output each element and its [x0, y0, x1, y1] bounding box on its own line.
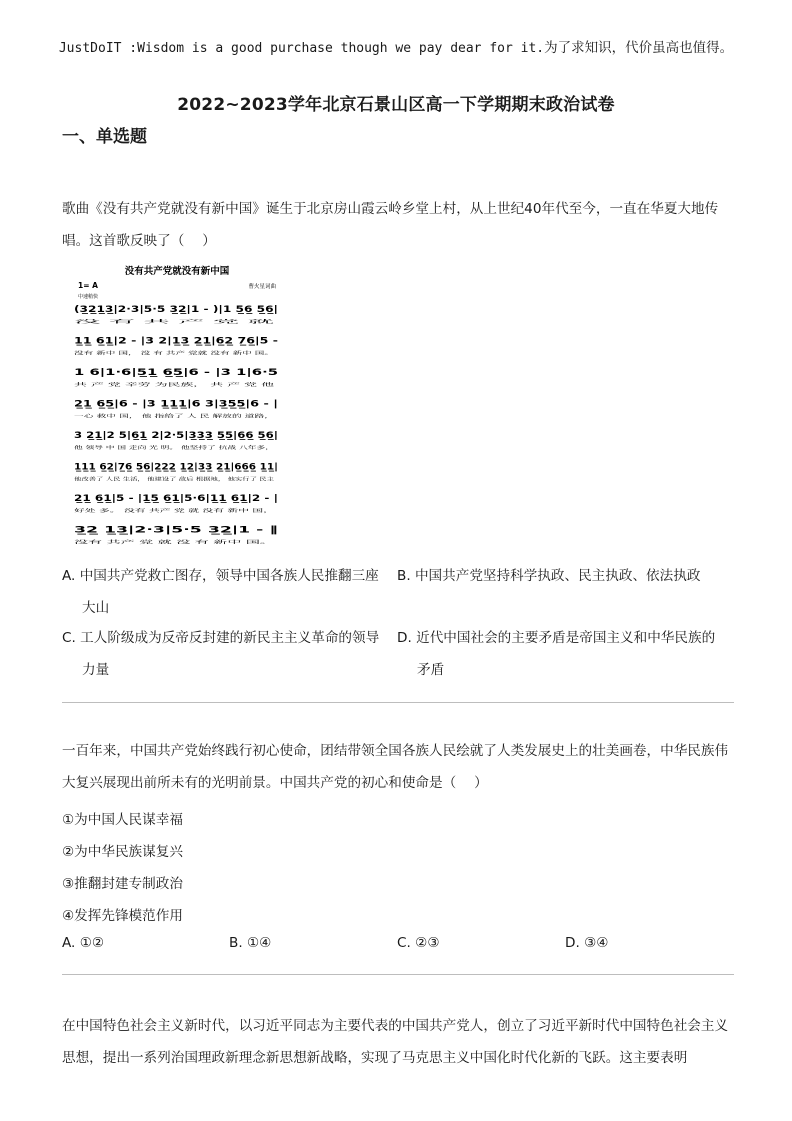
divider: [62, 974, 734, 975]
q1-option-a[interactable]: [62, 560, 387, 624]
q2-option-c[interactable]: C. ②③: [397, 935, 440, 951]
q1-option-c-text: C. 工人阶级成为反帝反封建的新民主主义革命的领导: [62, 630, 380, 646]
score-notes-line: (3̲2̲1̲3̲|2·3|5·5 3̲2̲|1 - )|1 5̲6̲ 5̲6̲|: [74, 305, 278, 315]
q2-option-d[interactable]: D. ③④: [565, 935, 609, 951]
q2-statement-2: ②为中华民族谋复兴: [62, 844, 183, 860]
q2-statement-3: ③推翻封建专制政治: [62, 876, 183, 892]
q1-option-c-text-cont: 力量: [82, 662, 110, 678]
music-score-image: [70, 262, 284, 552]
q1-option-d-text: D. 近代中国社会的主要矛盾是帝国主义和中华民族的: [397, 630, 716, 646]
q1-option-b-text: B. 中国共产党坚持科学执政、民主执政、依法执政: [397, 568, 701, 584]
score-title: 没有共产党就没有新中国: [124, 266, 230, 277]
q2-option-a[interactable]: A. ①②: [62, 935, 105, 951]
score-notes-line: 2̲1̲ 6̲1̲|5 - |1̲5̲ 6̲1̲|5·6|1̲1̲ 6̲1̲|2 - |: [74, 494, 278, 504]
question-3-stem: 在中国特色社会主义新时代，以习近平同志为主要代表的中国共产党人，创立了习近平新时代中国特色社会主义思想，提出一系列治国理政新理念新思想新战略，实现了马克思主义中国化时代化新的飞跃。这主要表明: [62, 1018, 729, 1066]
score-notes-line: 1̲1̲1̲ 6̲2̲|7̲6̲ 5̲6̲|2̲2̲2̲ 1̲2̲|3̲3̲ 2̲1̲|6̲6̲6̲ 1̲1̲|: [74, 462, 278, 473]
score-author: 曹火星词曲: [248, 284, 276, 290]
q2-statement-1: ①为中国人民谋幸福: [62, 812, 183, 828]
motto-english: JustDoIT :Wisdom is a good purchase though we pay dear for it.: [58, 41, 545, 56]
motto-chinese: 为了求知识，代价虽高也值得。: [544, 40, 734, 56]
q1-option-d-text-cont: 矛盾: [417, 662, 445, 678]
q1-option-a-text-cont: 大山: [82, 600, 110, 616]
score-lyric-line: 他改善了 人民 生活， 他建设了 敌后 根据地， 他实行了 民主: [74, 477, 200, 483]
q1-option-c[interactable]: [62, 622, 387, 686]
score-notes-line: 2̲1̲ 6̲5̲|6 - |3 1̲1̲1̲|6 3|3̲5̲5̲|6 - |: [74, 399, 278, 410]
score-key: 1= A: [78, 281, 98, 290]
score-lyric-line: 共 产 党 辛劳 为民族， 共 产 党 他: [74, 383, 146, 388]
q2-statement-4: ④发挥先锋模范作用: [62, 908, 183, 924]
question-1-stem: 歌曲《没有共产党就没有新中国》诞生于北京房山霞云岭乡堂上村，从上世纪40年代至今，一直在华夏大地传唱。这首歌反映了（ ）: [62, 201, 719, 249]
section-heading: 一、单选题: [62, 127, 147, 147]
score-lyric-line: 没 有 共 产 党 就: [74, 320, 109, 325]
header-motto: [0, 36, 792, 56]
score-notes-line: 3̲2̲ 1̲3̲|2·3|5·5 3̲2̲|1 - ‖: [74, 525, 278, 536]
score-lyric-line: 没有 新中 国， 没 有 共产 党就 没有 新中 国。: [74, 351, 170, 357]
q1-option-b[interactable]: [397, 560, 737, 592]
score-lyric-line: 一心 救中 国， 他 指给了 人 民 解放的 道路，: [74, 414, 169, 420]
divider: [62, 702, 734, 703]
q1-option-a-text: A. 中国共产党救亡图存，领导中国各族人民推翻三座: [62, 568, 379, 584]
score-notes-line: 3 2̲1̲|2 5|6̲1̲ 2|2·5|3̲3̲3̲ 5̲5̲|6̲6̲ 5̲6̲|: [74, 431, 278, 441]
q2-option-b[interactable]: B. ①④: [229, 935, 272, 951]
score-notes-line: 1̲1̲ 6̲1̲|2 - |3 2|1̲3̲ 2̲1̲|6̲2̲ 7̲6̲|5 -: [74, 336, 279, 347]
score-lyric-line: 没有 共产 党 就 没 有 新中 国。: [74, 540, 140, 546]
question-2-stem: 一百年来，中国共产党始终践行初心使命，团结带领全国各族人民绘就了人类发展史上的壮美画卷，中华民族伟大复兴展现出前所未有的光明前景。中国共产党的初心和使命是（ ）: [62, 743, 729, 791]
exam-title: 2022~2023学年北京石景山区高一下学期期末政治试卷: [177, 95, 615, 115]
score-lyric-line: 好处 多。 没有 共产 党 就 没有 新中 国，: [74, 509, 160, 514]
score-tempo: 中速稍快: [78, 294, 99, 300]
q1-option-d[interactable]: [397, 622, 737, 686]
score-notes-line: 1 6|1·6|5̲1̲ 6̲5̲|6 - |3 1|6·5: [74, 368, 278, 378]
score-lyric-line: 他 领导 中 国 走向 光 明。 他坚持了 抗战 八年多，: [74, 446, 180, 451]
